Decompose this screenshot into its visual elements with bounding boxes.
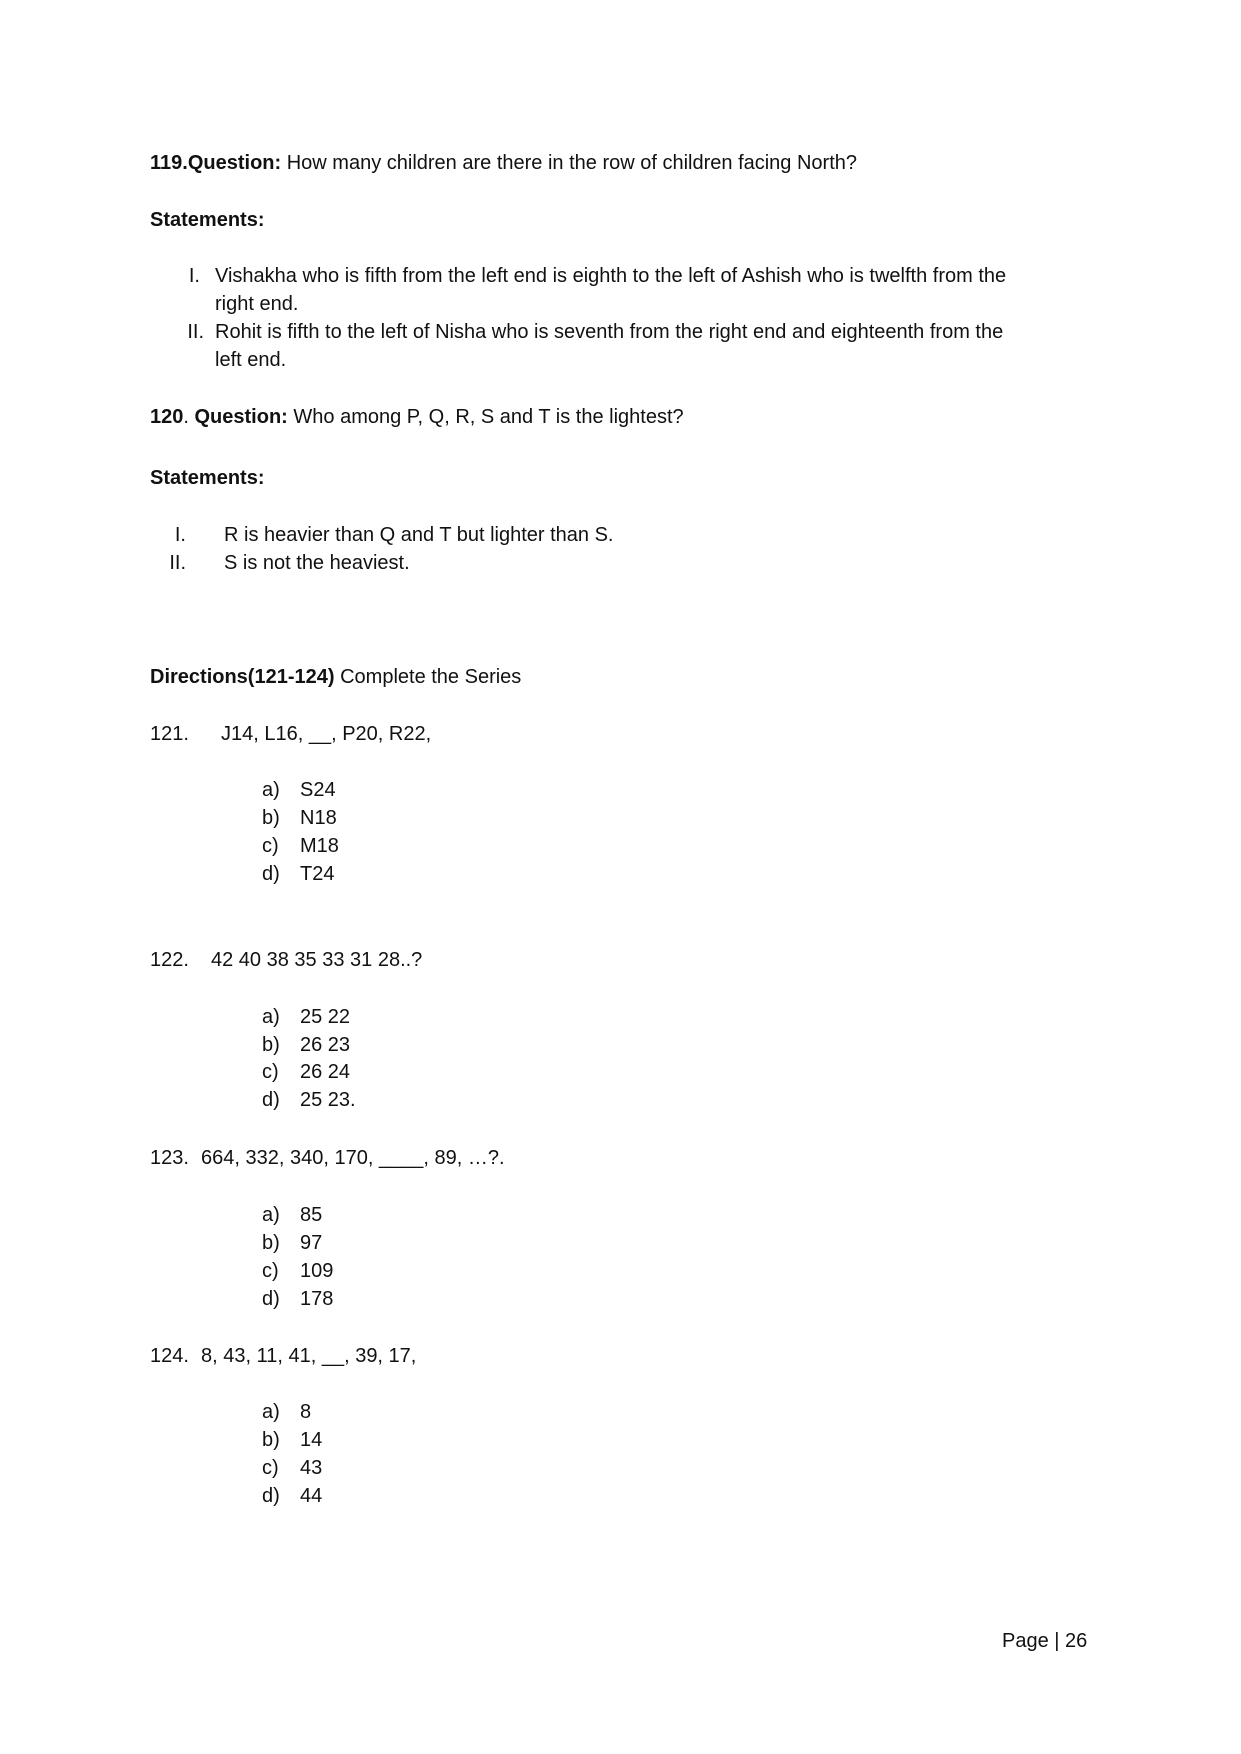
statement-text: S is not the heaviest. — [224, 552, 410, 574]
statement-i — [150, 523, 186, 548]
question-text: Who among P, Q, R, S and T is the lightest? — [293, 406, 684, 428]
page-separator: | — [1054, 1630, 1060, 1652]
option-c: c) 26 24 — [262, 1061, 351, 1083]
option-d: d) 178 — [262, 1288, 334, 1310]
directions — [150, 665, 521, 690]
option-b: b) 97 — [262, 1232, 323, 1254]
statement-text: Vishakha who is fifth from the left end is eighth to the left of Ashish who is twelfth from the — [215, 265, 1007, 287]
question-123-number: 123. — [150, 1147, 189, 1169]
question-123-series: 664, 332, 340, 170, ____, 89, …?. — [201, 1147, 505, 1169]
statement-text-cont: right end. — [215, 293, 299, 315]
statement-text: R is heavier than Q and T but lighter than S. — [224, 524, 614, 546]
statement-ii — [150, 320, 204, 345]
option-a: a) 85 — [262, 1204, 323, 1226]
option-a: a) S24 — [262, 779, 336, 801]
question-121-number: 121. — [150, 723, 189, 745]
directions-label: Directions(121-124) — [150, 666, 335, 688]
statement-text: Rohit is fifth to the left of Nisha who is seventh from the right end and eighteenth from the — [215, 321, 1004, 343]
statement-number: I. — [174, 524, 186, 546]
option-c: c) M18 — [262, 835, 339, 857]
option-c: c) 43 — [262, 1457, 323, 1479]
option-b: b) 14 — [262, 1429, 323, 1451]
option-b: b) 26 23 — [262, 1034, 351, 1056]
option-d: d) 25 23. — [262, 1089, 356, 1111]
statement-text-cont: left end. — [215, 349, 287, 371]
question-122-series: 42 40 38 35 33 31 28..? — [211, 949, 423, 971]
question-120: 120. Question: Who among P, Q, R, S and T is the lightest? — [150, 406, 684, 428]
page-footer — [1002, 1629, 1087, 1654]
page-number: 26 — [1065, 1630, 1088, 1652]
option-d: d) T24 — [262, 863, 335, 885]
question-number: 119. — [150, 152, 188, 174]
question-122-number: 122. — [150, 949, 189, 971]
option-a: a) 25 22 — [262, 1006, 351, 1028]
page-label: Page — [1002, 1630, 1049, 1652]
question-label: Question: — [194, 406, 288, 428]
statement-number: II. — [169, 552, 186, 574]
statement-ii — [150, 551, 186, 576]
statements-heading: Statements: — [150, 467, 265, 489]
option-c: c) 109 — [262, 1260, 334, 1282]
question-124-number: 124. — [150, 1345, 189, 1367]
question-label: Question: — [187, 152, 282, 174]
question-number: 120 — [150, 406, 184, 428]
question-124-series: 8, 43, 11, 41, __, 39, 17, — [201, 1345, 417, 1367]
statement-i — [150, 264, 200, 289]
statement-number: II. — [187, 321, 204, 343]
option-b: b) N18 — [262, 807, 337, 829]
directions-text: Complete the Series — [340, 666, 522, 688]
statement-number: I. — [188, 265, 200, 287]
question-119 — [150, 151, 857, 176]
statements-heading: Statements: — [150, 209, 265, 231]
option-a: a) 8 — [262, 1401, 312, 1423]
question-121-series: J14, L16, __, P20, R22, — [221, 723, 432, 745]
question-text: How many children are there in the row of children facing North? — [286, 152, 858, 174]
option-d: d) 44 — [262, 1485, 323, 1507]
